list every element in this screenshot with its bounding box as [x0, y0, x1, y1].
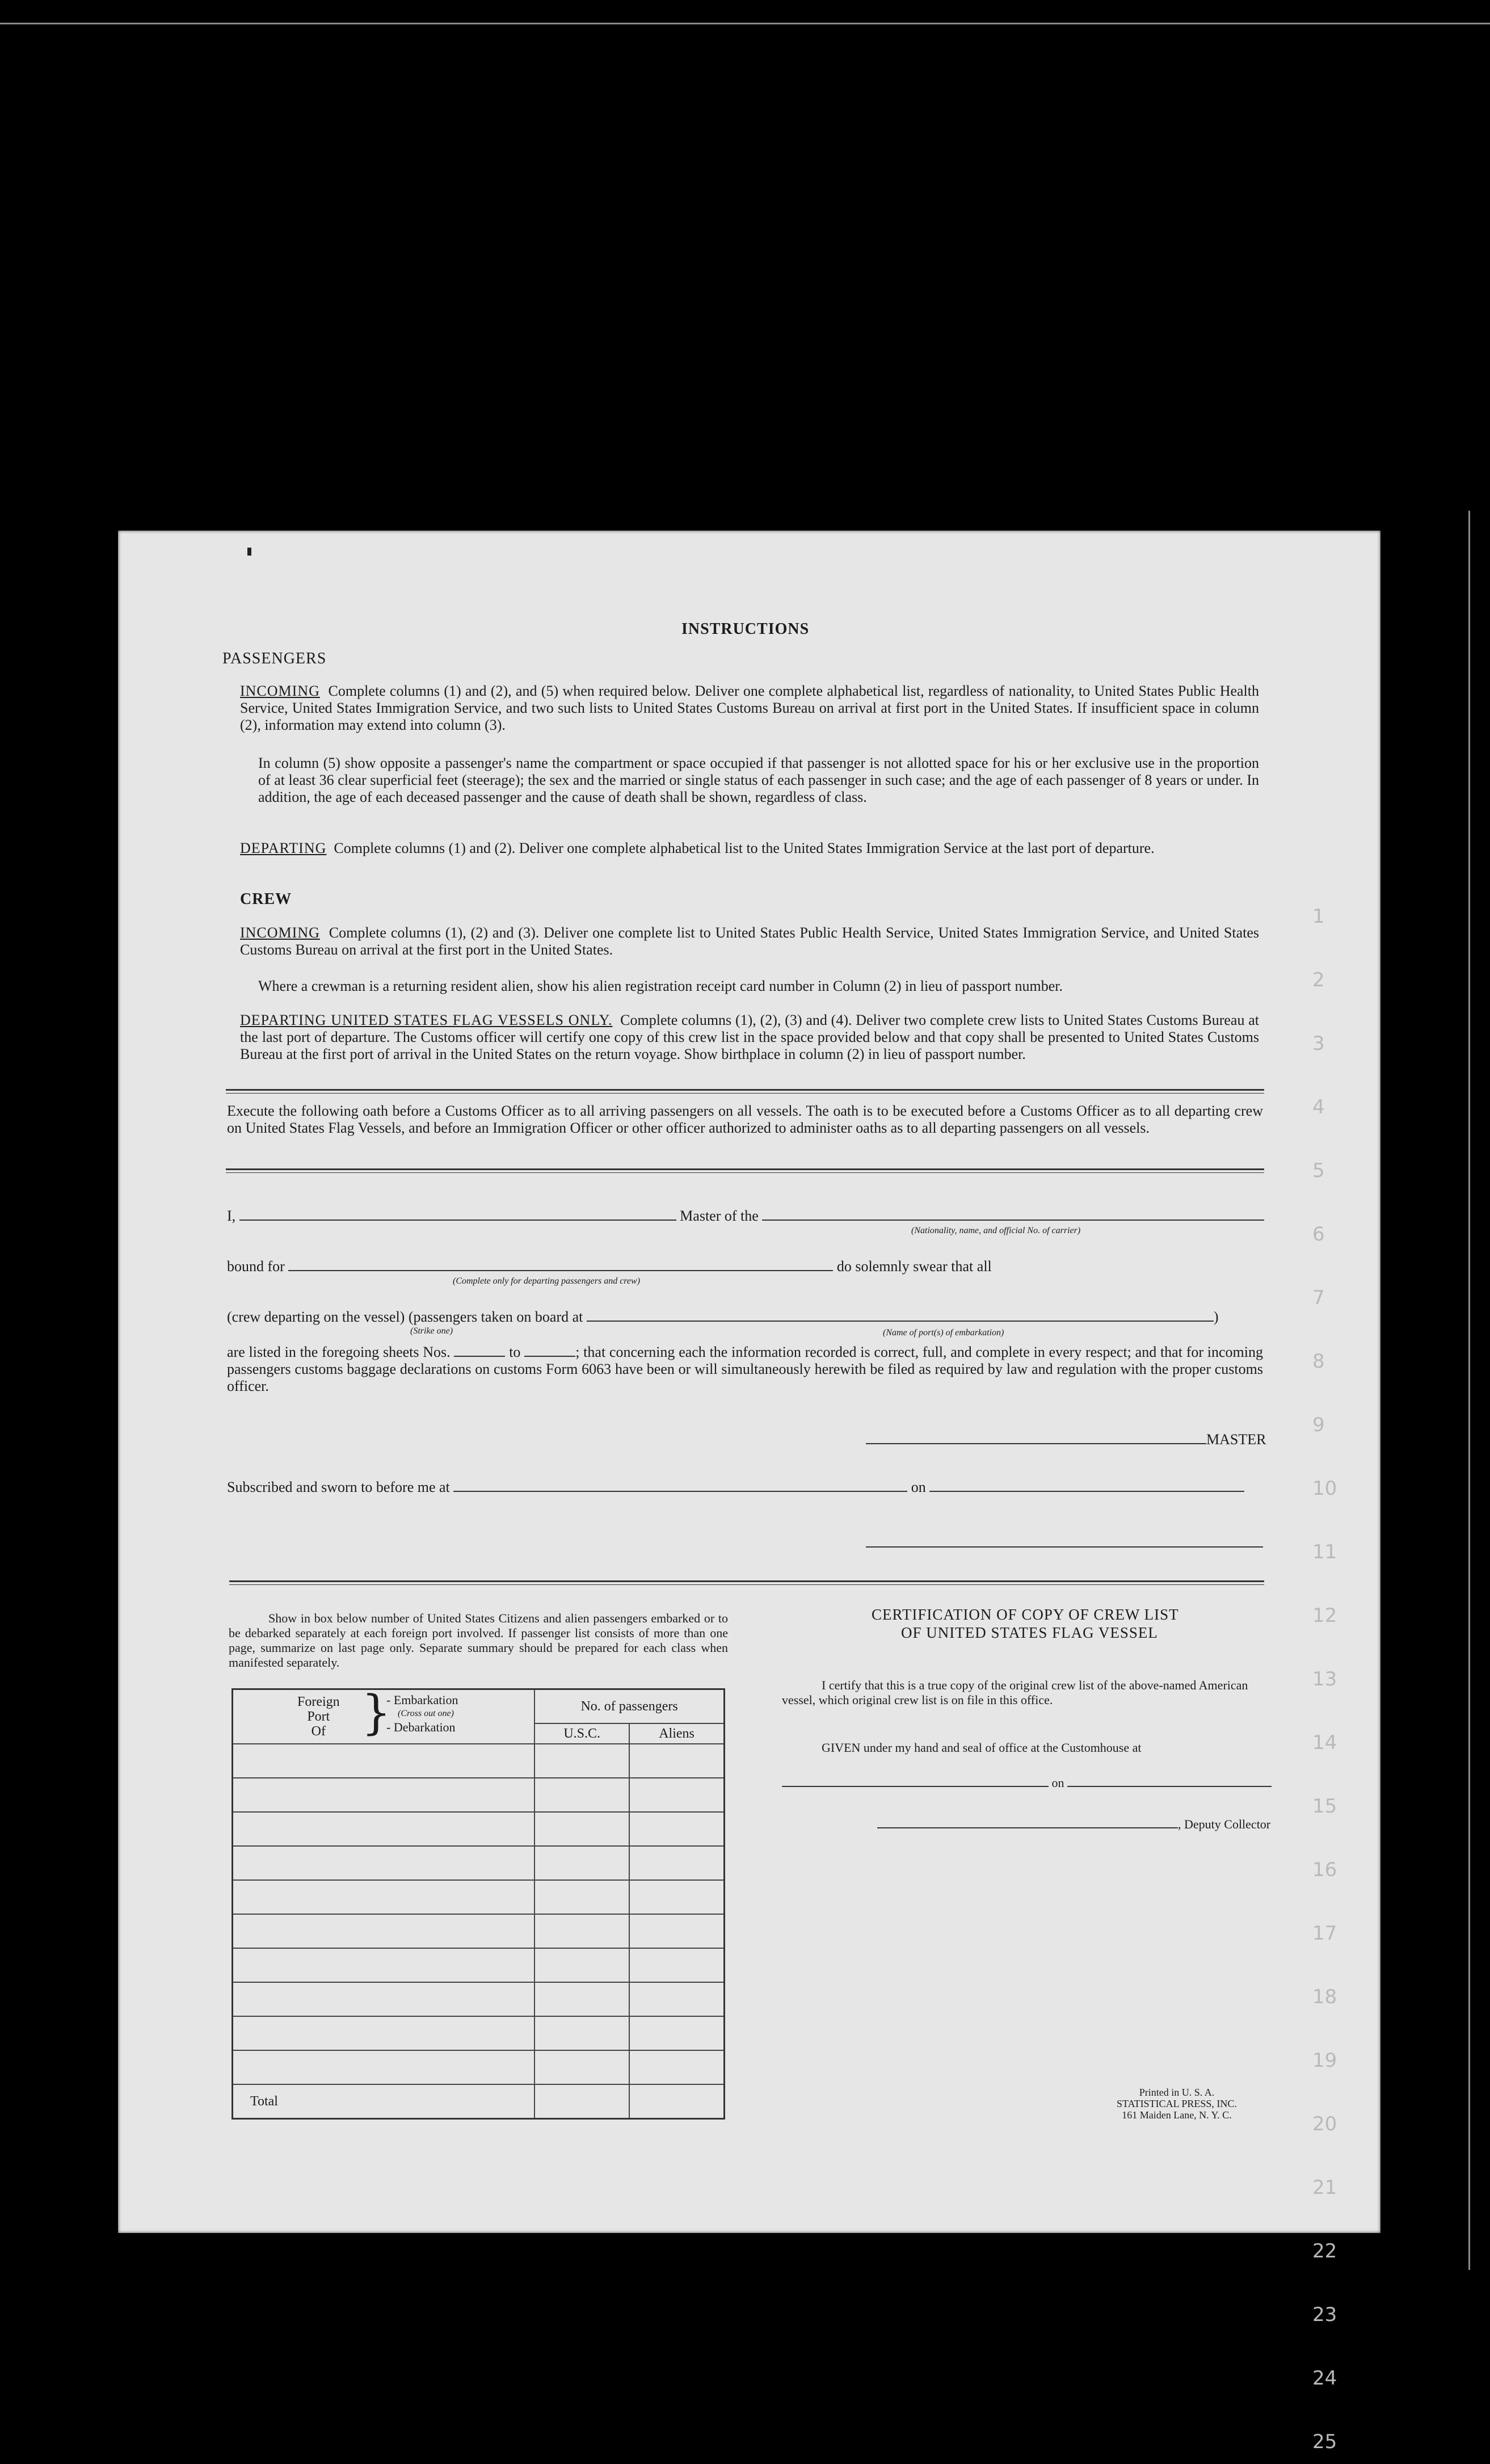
column5-paragraph: In column (5) show opposite a passenger's name the compartment or space occupied if that passenger is not allotted space for his or her exclusive use in the proportion of at least 36 clear superficial feet (steerage); the sex and the married or single status of each passenger in such case; and the age of each passenger of 8 years or under. In addition, the age of each deceased passenger and the cause of death shall be shown, regardless of class. [258, 755, 1259, 805]
cert-given-label: GIVEN under my hand and seal of office at the Customhouse at [822, 1740, 1142, 1755]
subscribed-on-label: on [911, 1479, 926, 1495]
aliens-cell[interactable] [629, 1846, 724, 1880]
margin-number: 21 [1312, 2176, 1337, 2199]
usc-cell[interactable] [534, 1744, 629, 1778]
total-usc-cell[interactable] [534, 2084, 629, 2119]
master-signature-line [866, 1431, 1266, 1448]
cert-date-field[interactable] [1067, 1773, 1272, 1787]
usc-cell[interactable] [534, 2016, 629, 2050]
margin-number: 5 [1312, 1159, 1325, 1182]
subscribed-line [227, 1478, 1244, 1496]
port-embarkation-field[interactable] [587, 1308, 1214, 1322]
passengers-departing-paragraph [240, 840, 1259, 857]
oath-line-port [227, 1308, 1219, 1326]
aliens-cell[interactable] [629, 1880, 724, 1914]
summary-row [233, 1744, 725, 1778]
printer-line-2: STATISTICAL PRESS, INC. [1117, 2098, 1237, 2109]
margin-number: 10 [1312, 1477, 1337, 1500]
margin-number: 2 [1312, 969, 1325, 991]
port-cell[interactable] [233, 1812, 535, 1846]
aliens-cell[interactable] [629, 2050, 724, 2084]
oath-line-master [227, 1207, 1264, 1225]
margin-number: 9 [1312, 1414, 1325, 1436]
cert-certify-text: I certify that this is a true copy of the original crew list of the above-named American vessel, which original crew list is on file in this office. [782, 1678, 1248, 1707]
oath-intro-paragraph: Execute the following oath before a Customs Officer as to all arriving passengers on all vessels. The oath is to be executed before a Customs Officer as to all departing crew on United States Flag Vessels, and before an Immigration Officer or other officer authorized to administer oaths as to all departing passengers on all vessels. [227, 1103, 1263, 1136]
port-cell[interactable] [233, 1846, 535, 1880]
scan-top-line [0, 23, 1490, 24]
usc-cell[interactable] [534, 1948, 629, 1982]
usc-cell[interactable] [534, 1778, 629, 1812]
crew-incoming-paragraph [240, 924, 1259, 958]
debarkation-label: - Debarkation [386, 1720, 456, 1734]
port-cell[interactable] [233, 1744, 535, 1778]
crew-incoming-text: Complete columns (1), (2) and (3). Deliver one complete list to United States Public Health Service, United States Immigration Service, and United States Customs Bureau on arrival at the first port in the United States. [240, 924, 1259, 958]
listed-text-b: ; that concerning each the information recorded is correct, full, and complete in every respect; and that for incoming passengers customs baggage declarations on customs Form 6063 have been or will simultaneously herewith be filed as required by law and regulation with the proper customs officer. [227, 1344, 1263, 1394]
cert-given-line [822, 1740, 1142, 1755]
crew-incoming-label: INCOMING [240, 924, 320, 941]
subscribed-place-field[interactable] [453, 1478, 907, 1492]
no-passengers-header: No. of passengers [534, 1689, 724, 1724]
cert-on-label: on [1051, 1776, 1064, 1790]
aliens-header: Aliens [629, 1723, 724, 1744]
usc-cell[interactable] [534, 1846, 629, 1880]
margin-number: 23 [1312, 2303, 1337, 2326]
usc-cell[interactable] [534, 1914, 629, 1948]
deputy-signature-field[interactable] [877, 1815, 1178, 1828]
nationality-caption: (Nationality, name, and official No. of carrier) [911, 1226, 1081, 1235]
aliens-cell[interactable] [629, 1914, 724, 1948]
crew-departing-label: (crew departing on the vessel) (passengers taken on board at [227, 1309, 583, 1325]
summary-row [233, 1880, 725, 1914]
port-cell[interactable] [233, 2050, 535, 2084]
summary-row [233, 2050, 725, 2084]
incoming-label: INCOMING [240, 683, 320, 699]
embarkation-label: - Embarkation [386, 1693, 458, 1707]
master-signature-field[interactable] [866, 1431, 1206, 1444]
departing-text: Complete columns (1) and (2). Deliver one complete alphabetical list to the United States Immigration Service at the last port of departure. [334, 840, 1155, 856]
sheet-from-field[interactable] [454, 1343, 505, 1357]
cert-on-line [782, 1773, 1272, 1790]
foreign-port-header [233, 1686, 535, 1744]
listed-text-a: are listed in the foregoing sheets Nos. [227, 1344, 451, 1360]
master-name-field[interactable] [239, 1207, 676, 1221]
usc-cell[interactable] [534, 1812, 629, 1846]
cert-place-field[interactable] [782, 1773, 1049, 1787]
aliens-cell[interactable] [629, 1812, 724, 1846]
cert-title-1: CERTIFICATION OF COPY OF CREW LIST [872, 1606, 1179, 1623]
master-label: MASTER [1206, 1431, 1266, 1448]
departing-flag-label: DEPARTING UNITED STATES FLAG VESSELS ONLY. [240, 1012, 613, 1028]
margin-number: 6 [1312, 1223, 1325, 1246]
margin-number: 22 [1312, 2240, 1337, 2263]
oath-i-label: I, [227, 1208, 236, 1224]
summary-row [233, 1948, 725, 1982]
subscribed-label: Subscribed and sworn to before me at [227, 1479, 450, 1495]
bound-for-label: bound for [227, 1258, 285, 1275]
departing-label: DEPARTING [240, 840, 327, 856]
departing-flag-paragraph [240, 1012, 1259, 1063]
margin-number: 17 [1312, 1922, 1337, 1945]
divider-oath-top [226, 1089, 1264, 1094]
incoming-text: Complete columns (1) and (2), and (5) when required below. Deliver one complete alphabetical list, regardless of nationality, to United States Public Health Service, United States Immigration Service, and two such lists to United States Customs Bureau on arrival at first port in the United States. If insufficient space in column (2), information may extend into column (3). [240, 683, 1259, 733]
summary-row [233, 1846, 725, 1880]
crew-heading: CREW [240, 890, 292, 908]
subscribed-date-field[interactable] [929, 1478, 1244, 1492]
departing-flag-text: Complete columns (1), (2), (3) and (4). Deliver two complete crew lists to United States Customs Bureau at the last port of departure. The Customs officer will certify one copy of this crew list in the space provided below and that copy shall be presented to United States Customs Bureau at the first port of arrival in the United States on the return voyage. Show birthplace in column (2) in lieu of passport number. [240, 1012, 1260, 1062]
margin-number: 25 [1312, 2431, 1337, 2453]
divider-lower-section [229, 1580, 1264, 1585]
cert-title-2: OF UNITED STATES FLAG VESSEL [901, 1624, 1158, 1641]
margin-number: 19 [1312, 2049, 1337, 2072]
ink-speck [247, 548, 251, 556]
port-cell[interactable] [233, 1880, 535, 1914]
brace-icon: } [361, 1686, 392, 1740]
passengers-heading: PASSENGERS [222, 650, 327, 667]
margin-number: 16 [1312, 1858, 1337, 1881]
margin-number: 8 [1312, 1350, 1325, 1373]
summary-row [233, 1914, 725, 1948]
sheet-to-field[interactable] [524, 1343, 575, 1357]
margin-number: 3 [1312, 1032, 1325, 1055]
usc-cell[interactable] [534, 2050, 629, 2084]
usc-cell[interactable] [534, 1880, 629, 1914]
port-cell[interactable] [233, 1914, 535, 1948]
total-label: Total [233, 2084, 535, 2119]
margin-number: 18 [1312, 1986, 1337, 2008]
printer-line-1: Printed in U. S. A. [1139, 2087, 1215, 2098]
summary-row [233, 1982, 725, 2016]
port-cell[interactable] [233, 1982, 535, 2016]
cross-out-label: (Cross out one) [398, 1709, 454, 1718]
margin-number: 20 [1312, 2113, 1337, 2135]
usc-header: U.S.C. [534, 1723, 629, 1744]
bound-for-field[interactable] [288, 1258, 833, 1271]
summary-row [233, 1812, 725, 1846]
bound-caption: (Complete only for departing passengers and crew) [453, 1276, 641, 1286]
instructions-title: INSTRUCTIONS [681, 620, 810, 638]
divider-oath-body [226, 1168, 1264, 1173]
listed-to: to [509, 1344, 521, 1360]
document-page [118, 531, 1380, 2453]
margin-number: 14 [1312, 1731, 1337, 1754]
printer-line-3: 161 Maiden Lane, N. Y. C. [1122, 2109, 1232, 2121]
crewman-paragraph: Where a crewman is a returning resident alien, show his alien registration receipt card number in Column (2) in lieu of passport number. [258, 978, 1063, 994]
foreign-label: Foreign [297, 1694, 340, 1709]
summary-row [233, 2016, 725, 2050]
margin-number: 7 [1312, 1286, 1325, 1309]
port-cell[interactable] [233, 1948, 535, 1982]
port-cell[interactable] [233, 2016, 535, 2050]
summary-rows [233, 1744, 725, 2084]
close-paren: ) [1213, 1309, 1219, 1325]
aliens-cell[interactable] [629, 1982, 724, 2016]
margin-number: 13 [1312, 1668, 1337, 1691]
master-of-the-label: Master of the [680, 1208, 759, 1224]
of-label: Of [311, 1724, 326, 1739]
total-aliens-cell[interactable] [629, 2084, 724, 2119]
usc-cell[interactable] [534, 1982, 629, 2016]
swear-label: do solemnly swear that all [836, 1258, 992, 1275]
port-label: Port [307, 1709, 330, 1724]
margin-number: 11 [1312, 1541, 1337, 1563]
carrier-name-field[interactable] [762, 1207, 1264, 1221]
margin-number: 1 [1312, 905, 1325, 928]
aliens-cell[interactable] [629, 1744, 724, 1778]
port-caption: (Name of port(s) of embarkation) [883, 1328, 1004, 1338]
cert-deputy-line [877, 1815, 1270, 1832]
listed-paragraph [227, 1343, 1263, 1395]
margin-number: 12 [1312, 1604, 1337, 1627]
scan-right-line [1468, 511, 1470, 2270]
passenger-summary-table [232, 1688, 725, 2120]
strike-one-caption: (Strike one) [410, 1326, 453, 1336]
port-cell[interactable] [233, 1778, 535, 1812]
summary-instructions: Show in box below number of United States Citizens and alien passengers embarked or to be debarked separately at each foreign port involved. If passenger list consists of more than one page, summarize on last page only. Separate summary should be prepared for each class when manifested separately. [229, 1611, 728, 1670]
summary-row [233, 1778, 725, 1812]
deputy-label: , Deputy Collector [1178, 1817, 1271, 1831]
aliens-cell[interactable] [629, 1948, 724, 1982]
printer-imprint [1117, 2087, 1237, 2121]
margin-number: 4 [1312, 1096, 1325, 1119]
margin-number: 24 [1312, 2367, 1337, 2390]
aliens-cell[interactable] [629, 1778, 724, 1812]
margin-number: 15 [1312, 1795, 1337, 1818]
aliens-cell[interactable] [629, 2016, 724, 2050]
passengers-incoming-paragraph [240, 683, 1259, 734]
oath-line-bound [227, 1258, 992, 1275]
officer-signature-line[interactable] [866, 1546, 1263, 1548]
